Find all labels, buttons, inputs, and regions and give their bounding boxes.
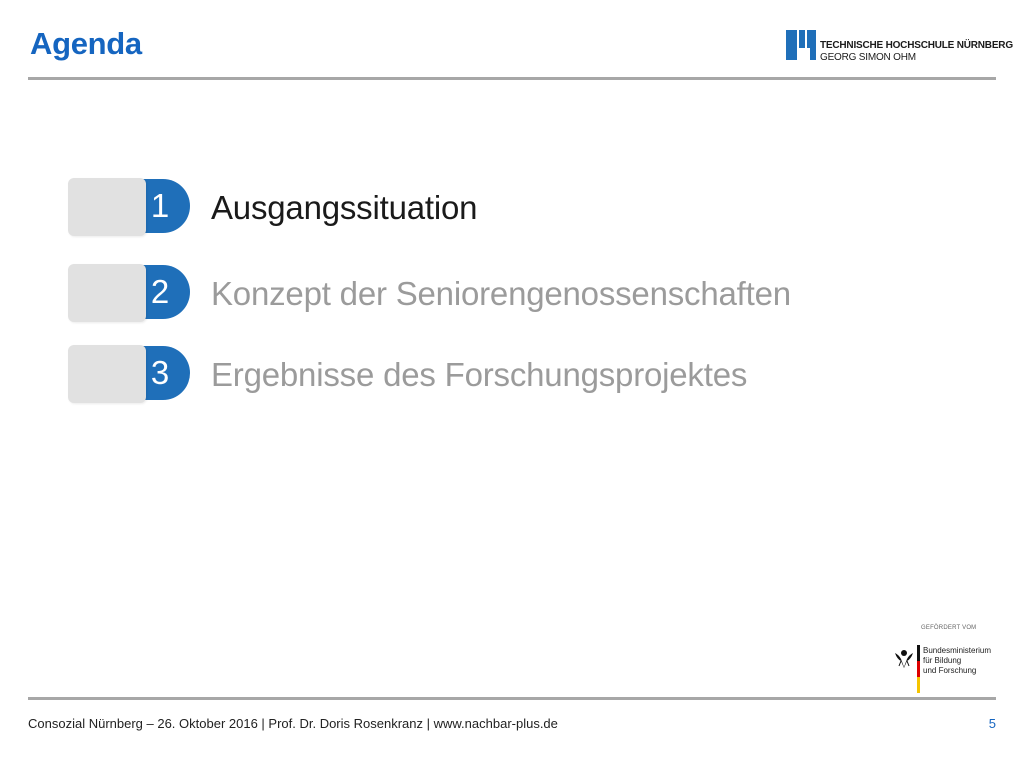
agenda-number: 1 (150, 187, 170, 224)
agenda-item-2 (68, 264, 828, 322)
agenda-number: 3 (150, 354, 170, 391)
agenda-label: Konzept der Seniorengenossenschaften (211, 275, 791, 312)
university-logo (786, 28, 1013, 68)
funding-line-3: und Forschung (923, 666, 977, 675)
agenda-number: 2 (150, 273, 170, 310)
bmbf-funding-logo (893, 620, 997, 696)
footer-citation: Consozial Nürnberg – 26. Oktober 2016 | Prof. Dr. Doris Rosenkranz | www.nachbar-plus.de (28, 716, 558, 731)
logo-university-subtitle: GEORG SIMON OHM (820, 52, 916, 63)
funding-ministry-name (923, 646, 991, 676)
th-nuernberg-logo-icon (786, 28, 816, 64)
agenda-tab-decor (68, 345, 146, 403)
logo-university-name: TECHNISCHE HOCHSCHULE NÜRNBERG (820, 40, 1013, 51)
agenda-label: Ergebnisse des Forschungsprojektes (211, 356, 748, 393)
agenda-tab-decor (68, 264, 146, 322)
slide-title: Agenda (30, 26, 142, 61)
footer-divider (28, 697, 996, 700)
agenda-tab-decor (68, 178, 146, 236)
agenda-item-1 (68, 178, 828, 236)
agenda-label: Ausgangssituation (211, 189, 478, 226)
header-divider (28, 77, 996, 80)
funding-line-1: Bundesministerium (923, 646, 992, 655)
funding-line-2: für Bildung (923, 656, 962, 665)
funding-caption: GEFÖRDERT VOM (921, 625, 977, 631)
agenda-item-3 (68, 345, 828, 403)
federal-eagle-icon (894, 647, 914, 669)
german-flag-stripe (917, 645, 920, 693)
page-number: 5 (988, 716, 996, 731)
